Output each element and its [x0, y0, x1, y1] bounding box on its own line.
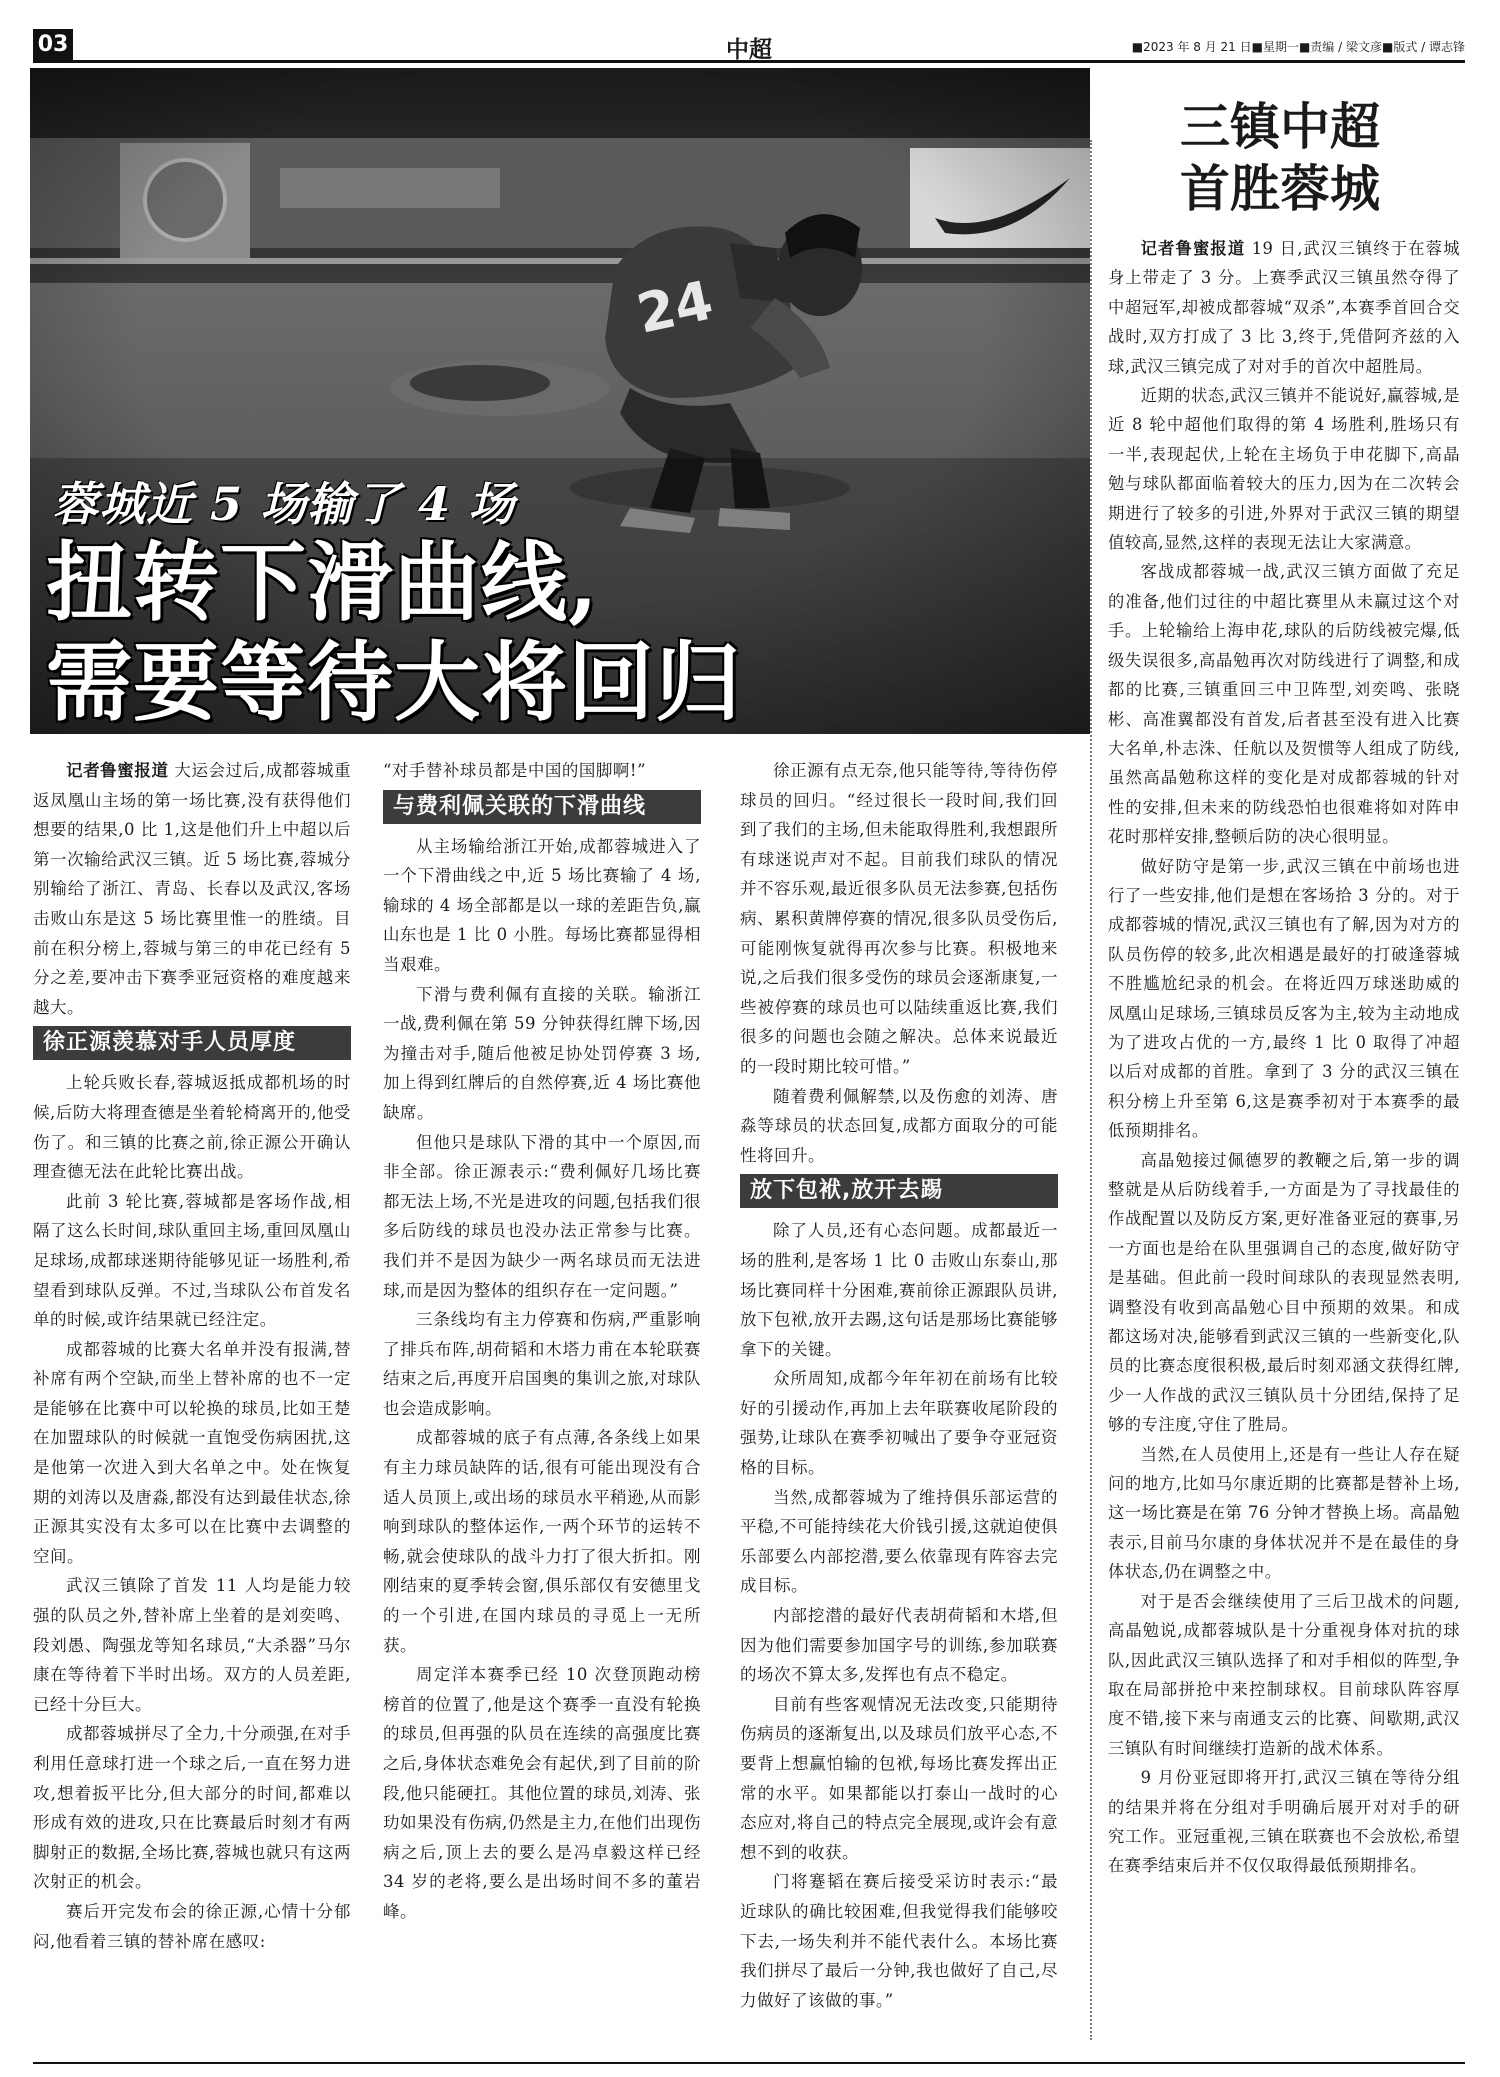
article-paragraph: 徐正源有点无奈,他只能等待,等待伤停球员的回归。“经过很长一段时间,我们回到了我们的主场,但未能取得胜利,我想跟所有球迷说声对不起。目前我们球队的情况并不容乐观,最近很多队员无法参赛,包括伤病、累积黄牌停赛的情况,很多队员受伤后,可能刚恢复就得再次参与比赛。积极地来说,之后我们很多受伤的球员会逐渐康复,一些被停赛的球员也可以陆续重返比赛,我们很多的问题也会随之解决。总体来说最近的一段时期比较可惜。”: [740, 761, 1058, 1076]
side-story-column: [1108, 234, 1460, 1881]
article-paragraph: 记者鲁蜜报道 大运会过后,成都蓉城重返凤凰山主场的第一场比赛,没有获得他们想要的结果,0 比 1,这是他们升上中超以后第一次输给武汉三镇。近 5 场比赛,蓉城分别输给了浙江、青岛、长春以及武汉,客场击败山东是这 5 场比赛里惟一的胜绩。目前在积分榜上,蓉城与第三的申花已经有 5 分之差,要冲击下赛季亚冠资格的难度越来越大。: [33, 761, 352, 1017]
article-paragraph: 成都蓉城的底子有点薄,各条线上如果有主力球员缺阵的话,很有可能出现没有合适人员顶上,或出场的球员水平稍逊,从而影响到球队的整体运作,一两个环节的运转不畅,就会使球队的战斗力打了很大折扣。刚刚结束的夏季转会窗,俱乐部仅有安德里戈的一个引进,在国内球员的寻觅上一无所获。: [383, 1428, 701, 1655]
article-paragraph: 但他只是球队下滑的其中一个原因,而非全部。徐正源表示:“费利佩好几场比赛都无法上场,不光是进攻的问题,包括我们很多后防线的球员也没办法正常参与比赛。我们并不是因为缺少一两名球员而无法进球,而是因为整体的组织存在一定问题。”: [383, 1132, 701, 1300]
article-column-3: [740, 756, 1058, 2015]
article-paragraph: 成都蓉城的比赛大名单并没有报满,替补席有两个空缺,而坐上替补席的也不一定是能够在比赛中可以轮换的球员,比如王楚在加盟球队的时候就一直饱受伤病困扰,这是他第一次进入到大名单之中。处在恢复期的刘涛以及唐淼,都没有达到最佳状态,徐正源其实没有太多可以在比赛中去调整的空间。: [33, 1339, 351, 1566]
article-paragraph: 做好防守是第一步,武汉三镇在中前场也进行了一些安排,他们是想在客场拾 3 分的。对于成都蓉城的情况,武汉三镇也有了解,因为对方的队员伤停的较多,此次相遇是最好的打破逢蓉城不胜尴尬纪录的机会。在将近四万球迷助威的凤凰山足球场,三镇球员反客为主,较为主动地成为了进攻占优的一方,最终 1 比 0 取得了冲超以后对成都的首胜。拿到了 3 分的武汉三镇在积分榜上升至第 6,这是赛季初对于本赛季的最低预期排名。: [1108, 856, 1460, 1141]
article-paragraph: 门将蹇韬在赛后接受采访时表示:“最近球队的确比较困难,但我觉得我们能够咬下去,一场失利并不能代表什么。本场比赛我们拼尽了最后一分钟,我也做好了自己,尽力做好了该做的事。”: [740, 1872, 1058, 2010]
article-paragraph: 武汉三镇除了首发 11 人均是能力较强的队员之外,替补席上坐着的是刘奕鸣、段刘愚、陶强龙等知名球员,“大杀器”马尔康在等待着下半时出场。双方的人员差距,已经十分巨大。: [33, 1576, 351, 1714]
column-divider: [1090, 140, 1092, 2040]
article-paragraph: 下滑与费利佩有直接的关联。输浙江一战,费利佩在第 59 分钟获得红牌下场,因为撞击对手,随后他被足协处罚停赛 3 场,加上得到红牌后的自然停赛,近 4 场比赛他缺席。: [383, 984, 701, 1122]
article-paragraph: 从主场输给浙江开始,成都蓉城进入了一个下滑曲线之中,近 5 场比赛输了 4 场,输球的 4 场全部都是以一球的差距告负,赢山东也是 1 比 0 小胜。每场比赛都显得相当艰难。: [383, 836, 701, 974]
article-paragraph: 高晶勉接过佩德罗的教鞭之后,第一步的调整就是从后防线着手,一方面是为了寻找最佳的作战配置以及防反方案,更好准备亚冠的赛事,另一方面也是给在队里强调自己的态度,做好防守是基础。但此前一段时间球队的表现显然表明,调整没有收到高晶勉心目中预期的效果。和成都这场对决,能够看到武汉三镇的一些新变化,队员的比赛态度很积极,最后时刻邓涵文获得红牌,少一人作战的武汉三镇队员十分团结,保持了足够的专注度,守住了胜局。: [1108, 1150, 1460, 1435]
side-title-line-2: 首胜蓉城: [1180, 160, 1380, 218]
byline: 记者鲁蜜报道: [66, 761, 169, 780]
article-paragraph: 此前 3 轮比赛,蓉城都是客场作战,相隔了这么长时间,球队重回主场,重回凤凰山足球场,成都球迷期待能够见证一场胜利,希望看到球队反弹。不过,当球队公布首发名单的时候,或许结果就已经注定。: [33, 1191, 351, 1330]
article-column-2: [383, 756, 701, 1927]
side-story-title: [1100, 96, 1460, 220]
subhead: 徐正源羡慕对手人员厚度: [33, 1026, 351, 1060]
headline-line-2: 需要等待大将回归: [46, 632, 742, 733]
article-paragraph: 周定洋本赛季已经 10 次登顶跑动榜榜首的位置了,他是这个赛季一直没有轮换的球员,但再强的队员在连续的高强度比赛之后,身体状态难免会有起伏,到了目前的阶段,他只能硬扛。其他位置的球员,刘涛、张玏如果没有伤病,仍然是主力,在他们出现伤病之后,顶上去的要么是冯卓毅这样已经 34 岁的老将,要么是出场时间不多的董岩峰。: [383, 1665, 701, 1921]
article-paragraph: 内部挖潜的最好代表胡荷韬和木塔,但因为他们需要参加国字号的训练,参加联赛的场次不算太多,发挥也有点不稳定。: [740, 1606, 1058, 1685]
footer-rule: [33, 2062, 1465, 2064]
article-column-1: [33, 756, 351, 1956]
article-paragraph: 近期的状态,武汉三镇并不能说好,赢蓉城,是近 8 轮中超他们取得的第 4 场胜利,胜场只有一半,表现起伏,上轮在主场负于申花脚下,高晶勉与球队都面临着较大的压力,因为在二次转会期进行了较多的引进,外界对于武汉三镇的期望值较高,显然,这样的表现无法让大家满意。: [1108, 386, 1460, 553]
story-kicker: 蓉城近 5 场输了 4 场: [52, 477, 516, 531]
article-paragraph: 随着费利佩解禁,以及伤愈的刘涛、唐淼等球员的状态回复,成都方面取分的可能性将回升。: [740, 1086, 1058, 1165]
article-paragraph: 记者鲁蜜报道 19 日,武汉三镇终于在蓉城身上带走了 3 分。上赛季武汉三镇虽然夺得了中超冠军,却被成都蓉城“双杀”,本赛季首回合交战时,双方打成了 3 比 3,终于,凭借阿齐兹的入球,武汉三镇完成了对对手的首次中超胜局。: [1108, 239, 1460, 376]
headline-line-1: 扭转下滑曲线,: [46, 532, 599, 633]
subhead: 放下包袱,放开去踢: [740, 1174, 1058, 1208]
article-paragraph: 上轮兵败长春,蓉城返抵成都机场的时候,后防大将理查德是坐着轮椅离开的,他受伤了。和三镇的比赛之前,徐正源公开确认理查德无法在此轮比赛出战。: [33, 1073, 351, 1182]
byline: 记者鲁蜜报道: [1140, 239, 1246, 258]
article-paragraph: 9 月份亚冠即将开打,武汉三镇在等待分组的结果并将在分组对手明确后展开对对手的研究工作。亚冠重视,三镇在联赛也不会放松,希望在赛季结束后并不仅仅取得最低预期排名。: [1108, 1768, 1460, 1876]
article-paragraph: 三条线均有主力停赛和伤病,严重影响了排兵布阵,胡荷韬和木塔力甫在本轮联赛结束之后,再度开启国奥的集训之旅,对球队也会造成影响。: [383, 1310, 701, 1418]
section-name: 中超: [726, 37, 772, 63]
article-paragraph: 众所周知,成都今年年初在前场有比较好的引援动作,再加上去年联赛收尾阶段的强势,让球队在赛季初喊出了要争夺亚冠资格的目标。: [740, 1369, 1058, 1478]
story-headline: [46, 533, 742, 733]
article-paragraph: 成都蓉城拼尽了全力,十分顽强,在对手利用任意球打进一个球之后,一直在努力进攻,想着扳平比分,但大部分的时间,都难以形成有效的进攻,只在比赛最后时刻才有两脚射正的数据,全场比赛,蓉城也就只有这两次射正的机会。: [33, 1724, 351, 1892]
page-number: 03: [33, 29, 73, 61]
side-title-line-1: 三镇中超: [1180, 98, 1380, 156]
subhead: 与费利佩关联的下滑曲线: [383, 790, 701, 824]
article-paragraph: “对手替补球员都是中国的国脚啊!”: [383, 761, 647, 780]
article-paragraph: 赛后开完发布会的徐正源,心情十分郁闷,他看着三镇的替补席在感叹:: [33, 1901, 351, 1951]
article-paragraph: 当然,在人员使用上,还是有一些让人存在疑问的地方,比如马尔康近期的比赛都是替补上场,这一场比赛是在第 76 分钟才替换上场。高晶勉表示,目前马尔康的身体状况并不是在最佳的身体状态,仍在调整之中。: [1108, 1444, 1460, 1582]
issue-meta: ■2023 年 8 月 21 日■星期一■责编 / 梁文彦■版式 / 谭志锋: [1131, 40, 1465, 54]
page-header: [33, 29, 1465, 63]
article-paragraph: 客战成都蓉城一战,武汉三镇方面做了充足的准备,他们过往的中超比赛里从未赢过这个对手。上轮输给上海申花,球队的后防线被完爆,低级失误很多,高晶勉再次对防线进行了调整,和成都的比赛,三镇重回三中卫阵型,刘奕鸣、张晓彬、高准翼都没有首发,后者甚至没有进入比赛大名单,朴志洙、任航以及贺惯等人组成了防线,虽然高晶勉称这样的变化是对成都蓉城的针对性的安排,但未来的防线恐怕也很难将如对阵申花时那样安排,整顿后防的决心很明显。: [1108, 562, 1460, 847]
article-paragraph: 目前有些客观情况无法改变,只能期待伤病员的逐渐复出,以及球员们放平心态,不要背上想赢怕输的包袱,每场比赛发挥出正常的水平。如果都能以打泰山一战时的心态应对,将自己的特点完全展现,或许会有意想不到的收获。: [740, 1694, 1058, 1862]
lead-photo: [30, 68, 1090, 734]
article-paragraph: 当然,成都蓉城为了维持俱乐部运营的平稳,不可能持续花大价钱引援,这就迫使俱乐部要么内部挖潜,要么依靠现有阵容去完成目标。: [740, 1487, 1058, 1596]
article-paragraph: 除了人员,还有心态问题。成都最近一场的胜利,是客场 1 比 0 击败山东泰山,那场比赛同样十分困难,赛前徐正源跟队员讲,放下包袱,放开去踢,这句话是那场比赛能够拿下的关键。: [740, 1221, 1058, 1359]
article-paragraph: 对于是否会继续使用了三后卫战术的问题,高晶勉说,成都蓉城队是十分重视身体对抗的球队,因此武汉三镇队选择了和对手相似的阵型,争取在局部拼抢中来控制球权。目前球队阵容厚度不错,接下来与南通支云的比赛、间歇期,武汉三镇队有时间继续打造新的战术体系。: [1108, 1591, 1460, 1758]
